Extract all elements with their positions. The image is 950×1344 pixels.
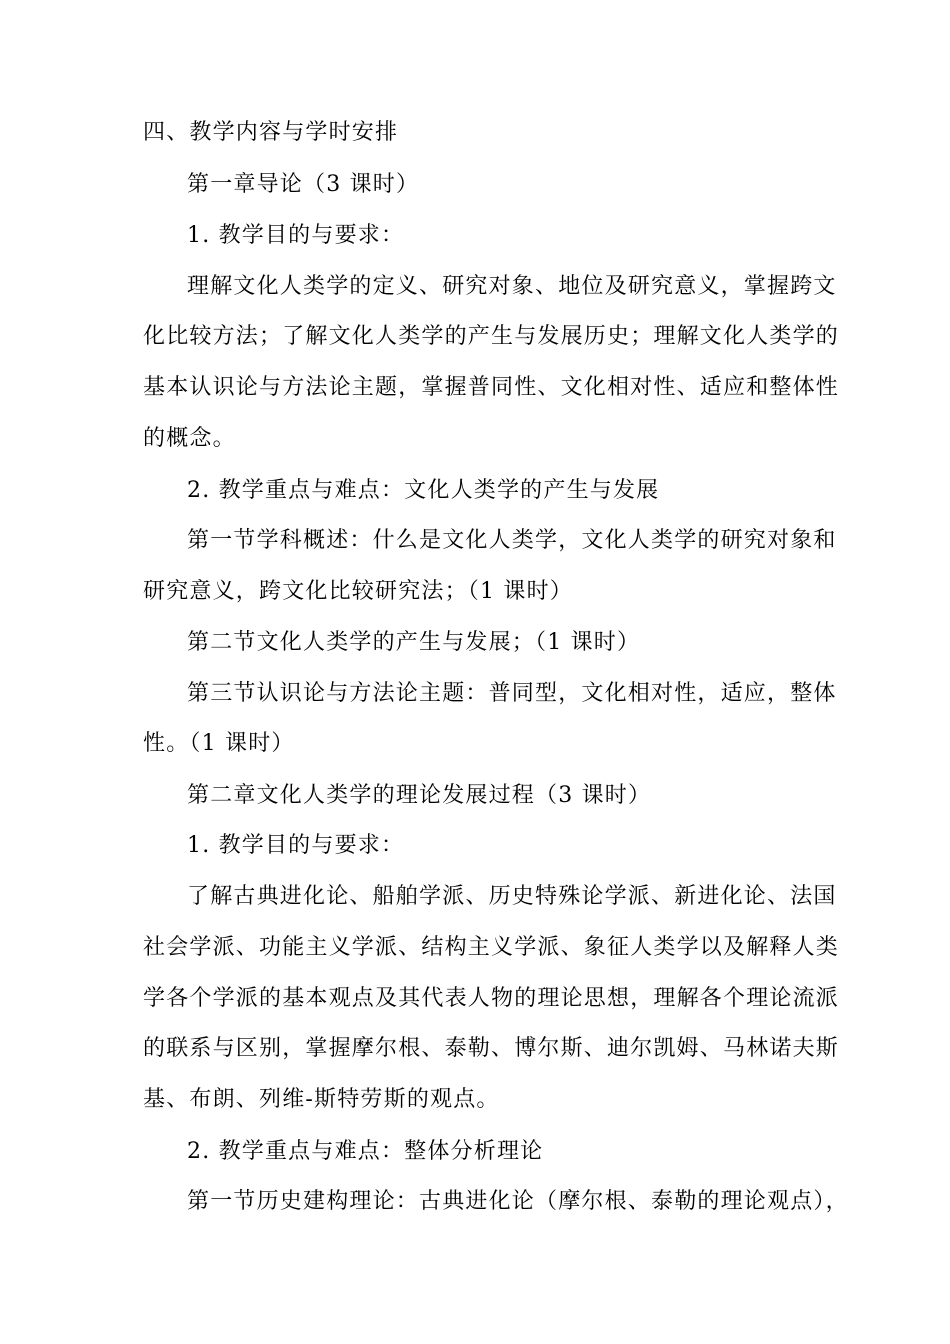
ch2-objectives-text-line: 的联系与区别，掌握摩尔根、泰勒、博尔斯、迪尔凯姆、马林诺夫斯 <box>143 1036 840 1061</box>
ch1-section-1-line: 第一节学科概述：什么是文化人类学，文化人类学的研究对象和 <box>187 528 837 553</box>
ch1-objectives-text-line: 化比较方法；了解文化人类学的产生与发展历史；理解文化人类学的 <box>143 324 840 349</box>
ch1-key-points: 2. 教学重点与难点：文化人类学的产生与发展 <box>187 478 660 503</box>
ch1-objectives-text-line: 的概念。 <box>143 426 236 451</box>
ch1-section-1-line: 研究意义，跨文化比较研究法；（1 课时） <box>143 579 573 604</box>
ch1-section-3-line: 性。（1 课时） <box>143 731 295 756</box>
ch2-objectives-text-line: 了解古典进化论、船舶学派、历史特殊论学派、新进化论、法国 <box>187 884 837 909</box>
ch2-objectives-text-line: 社会学派、功能主义学派、结构主义学派、象征人类学以及解释人类 <box>143 935 840 960</box>
ch1-section-3-line: 第三节认识论与方法论主题：普同型，文化相对性，适应，整体 <box>187 681 837 706</box>
ch2-section-1-line: 第一节历史建构理论：古典进化论（摩尔根、泰勒的理论观点）， <box>187 1189 849 1214</box>
chapter-1-heading: 第一章导论（3 课时） <box>187 172 420 197</box>
ch1-section-2: 第二节文化人类学的产生与发展；（1 课时） <box>187 630 641 655</box>
ch2-objectives-text-line: 基、布朗、列维-斯特劳斯的观点。 <box>143 1087 500 1112</box>
ch2-key-points: 2. 教学重点与难点：整体分析理论 <box>187 1139 544 1164</box>
ch1-objectives-text-line: 理解文化人类学的定义、研究对象、地位及研究意义，掌握跨文 <box>187 274 837 299</box>
chapter-2-heading: 第二章文化人类学的理论发展过程（3 课时） <box>187 783 652 808</box>
ch2-objectives-text-line: 学各个学派的基本观点及其代表人物的理论思想，理解各个理论流派 <box>143 986 840 1011</box>
section-heading: 四、教学内容与学时安排 <box>143 120 399 145</box>
ch1-objectives-heading: 1. 教学目的与要求： <box>187 223 405 248</box>
ch2-objectives-heading: 1. 教学目的与要求： <box>187 833 405 858</box>
ch1-objectives-text-line: 基本认识论与方法论主题，掌握普同性、文化相对性、适应和整体性 <box>143 375 840 400</box>
